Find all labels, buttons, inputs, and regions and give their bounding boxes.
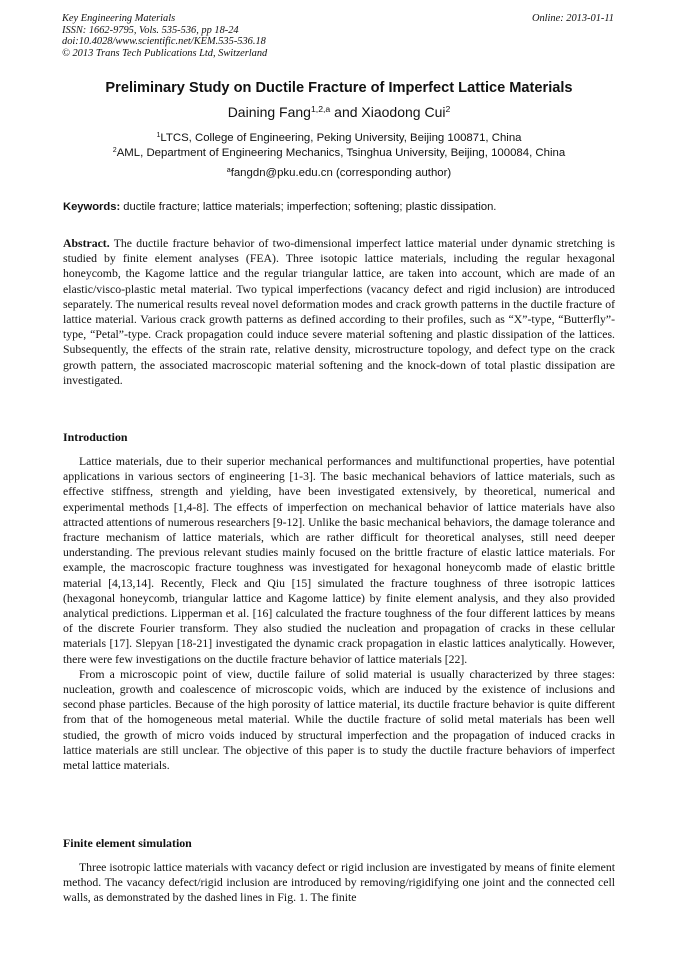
online-date: Online: 2013-01-11 xyxy=(531,13,614,24)
journal-name: Key Engineering Materials xyxy=(62,13,176,24)
author-superscript: 2 xyxy=(445,104,451,115)
affiliation-marker: 1 xyxy=(156,132,161,140)
issn-line: ISSN: 1662-9795, Vols. 535-536, pp 18-24 xyxy=(62,24,239,36)
abstract xyxy=(63,236,615,388)
email-marker: a xyxy=(226,167,231,175)
paragraph: Lattice materials, due to their superior mechanical performances and multifunctional properties, have potential applications in various sectors of engineering [1-3]. The basic mechanical behaviors of lattice materials, such as effective stiffness, strength and yielding, have been investigated extensively, by theoretical, numerical and experimental methods [1,4-8]. The effects of imperfection on mechanical behavior of lattice materials have also attracted attentions of numerous researchers [9-12]. Unlike the basic mechanical behaviors, the damage tolerance and fracture mechanism of lattice materials, which are rather difficult for theoretical analyses, still need deeper understanding. The previous relevant studies mainly focused on the brittle fracture of elastic lattice materials. For example, the macroscopic fracture toughness was investigated for hexagonal honeycomb made of elastic brittle material [4,13,14]. Recently, Fleck and Qiu [15] simulated the fracture toughness of three isotropic lattices (hexagonal honeycomb, triangular lattice and Kagome lattice) by finite element analysis, and they also provided analytical predictions. Lipperman et al. [16] calculated the fracture toughness of the four different lattices by means of the discrete Fourier transform. They also studied the nucleation and propagation of cracks in these cellular materials [17]. Slepyan [18-21] investigated the dynamic crack propagation in elastic lattices analytically. However, there were few investigations on the ductile fracture behavior of lattice materials [22]. xyxy=(63,455,616,666)
email-text: fangdn@pku.edu.cn (corresponding author) xyxy=(230,167,452,179)
author-name: Xiaodong Cui xyxy=(361,104,446,120)
paper-title: Preliminary Study on Ductile Fracture of Imperfect Lattice Materials xyxy=(105,80,573,96)
affiliation-2 xyxy=(40,146,638,161)
affiliation-marker: 2 xyxy=(112,147,117,155)
copyright-line: © 2013 Trans Tech Publications Ltd, Switzerland xyxy=(62,47,268,59)
introduction-section xyxy=(63,454,615,773)
author-line xyxy=(40,104,638,120)
paragraph: From a microscopic point of view, ductile failure of solid material is usually characterized by three stages: nucleation, growth and coalescence of microscopic voids, which are induced by the existence of inclusions and second phase particles. Because of the high porosity of lattice material, its ductile fracture behavior is quite different from that of the homogeneous metal material. While the ductile fracture of solid metal materials has been well studied, the growth of micro voids induced by structural imperfection and the propagation of induced cracks in lattice materials are still unclear. The objective of this paper is to study the ductile fracture behaviors of imperfect metal lattice materials. xyxy=(63,667,615,773)
abstract-label: Abstract. xyxy=(63,237,110,250)
keywords xyxy=(63,201,623,213)
corresponding-email xyxy=(40,166,638,181)
doi-line: doi:10.4028/www.scientific.net/KEM.535-536.18 xyxy=(62,36,266,48)
finite-element-section xyxy=(63,860,615,906)
section-heading-finite-element: Finite element simulation xyxy=(63,836,192,850)
author-conjunction: and xyxy=(330,104,362,120)
affiliation-1 xyxy=(40,131,638,146)
author-superscript: 1,2,a xyxy=(310,104,331,115)
paragraph: Three isotropic lattice materials with vacancy defect or rigid inclusion are investigated by means of finite element method. The vacancy defect/rigid inclusion are introduced by removing/rigidifying one joint and the connected cell walls, as demonstrated by the dashed lines in Fig. 1. The finite xyxy=(63,861,615,905)
keywords-label: Keywords: xyxy=(63,201,121,213)
affiliation-text: LTCS, College of Engineering, Peking University, Beijing 100871, China xyxy=(160,132,522,144)
abstract-text: The ductile fracture behavior of two-dimensional imperfect lattice material under dynamic stretching is studied by finite element analyses (FEA). Three isotopic lattice materials, including the regular hexagonal honeycomb, the Kagome lattice and the regular triangular lattice, are taken into account, which are made of an elastic/visco-plastic metal material. Two typical imperfections (vacancy defect and rigid inclusion) are introduced separately. The numerical results reveal novel deformation modes and crack growth patterns in the ductile fracture of lattice material. Various crack growth patterns as defined according to their profiles, such as “X”-type, “Butterfly”-type, “Petal”-type. Crack propagation could induce severe material softening and plastic dissipation of the lattices. Subsequently, the effects of the strain rate, relative density, microstructure topology, and defect type on the crack growth pattern, the associated macroscopic material softening and the knock-down of total plastic dissipation are investigated. xyxy=(63,237,615,387)
journal-header xyxy=(62,13,267,59)
abstract-paragraph xyxy=(63,236,615,388)
section-heading-introduction: Introduction xyxy=(63,430,128,444)
author-name: Daining Fang xyxy=(227,104,311,120)
affiliation-text: AML, Department of Engineering Mechanics, Tsinghua University, Beijing, 100084, China xyxy=(116,147,566,159)
keywords-text: ductile fracture; lattice materials; imperfection; softening; plastic dissipation. xyxy=(120,201,497,213)
